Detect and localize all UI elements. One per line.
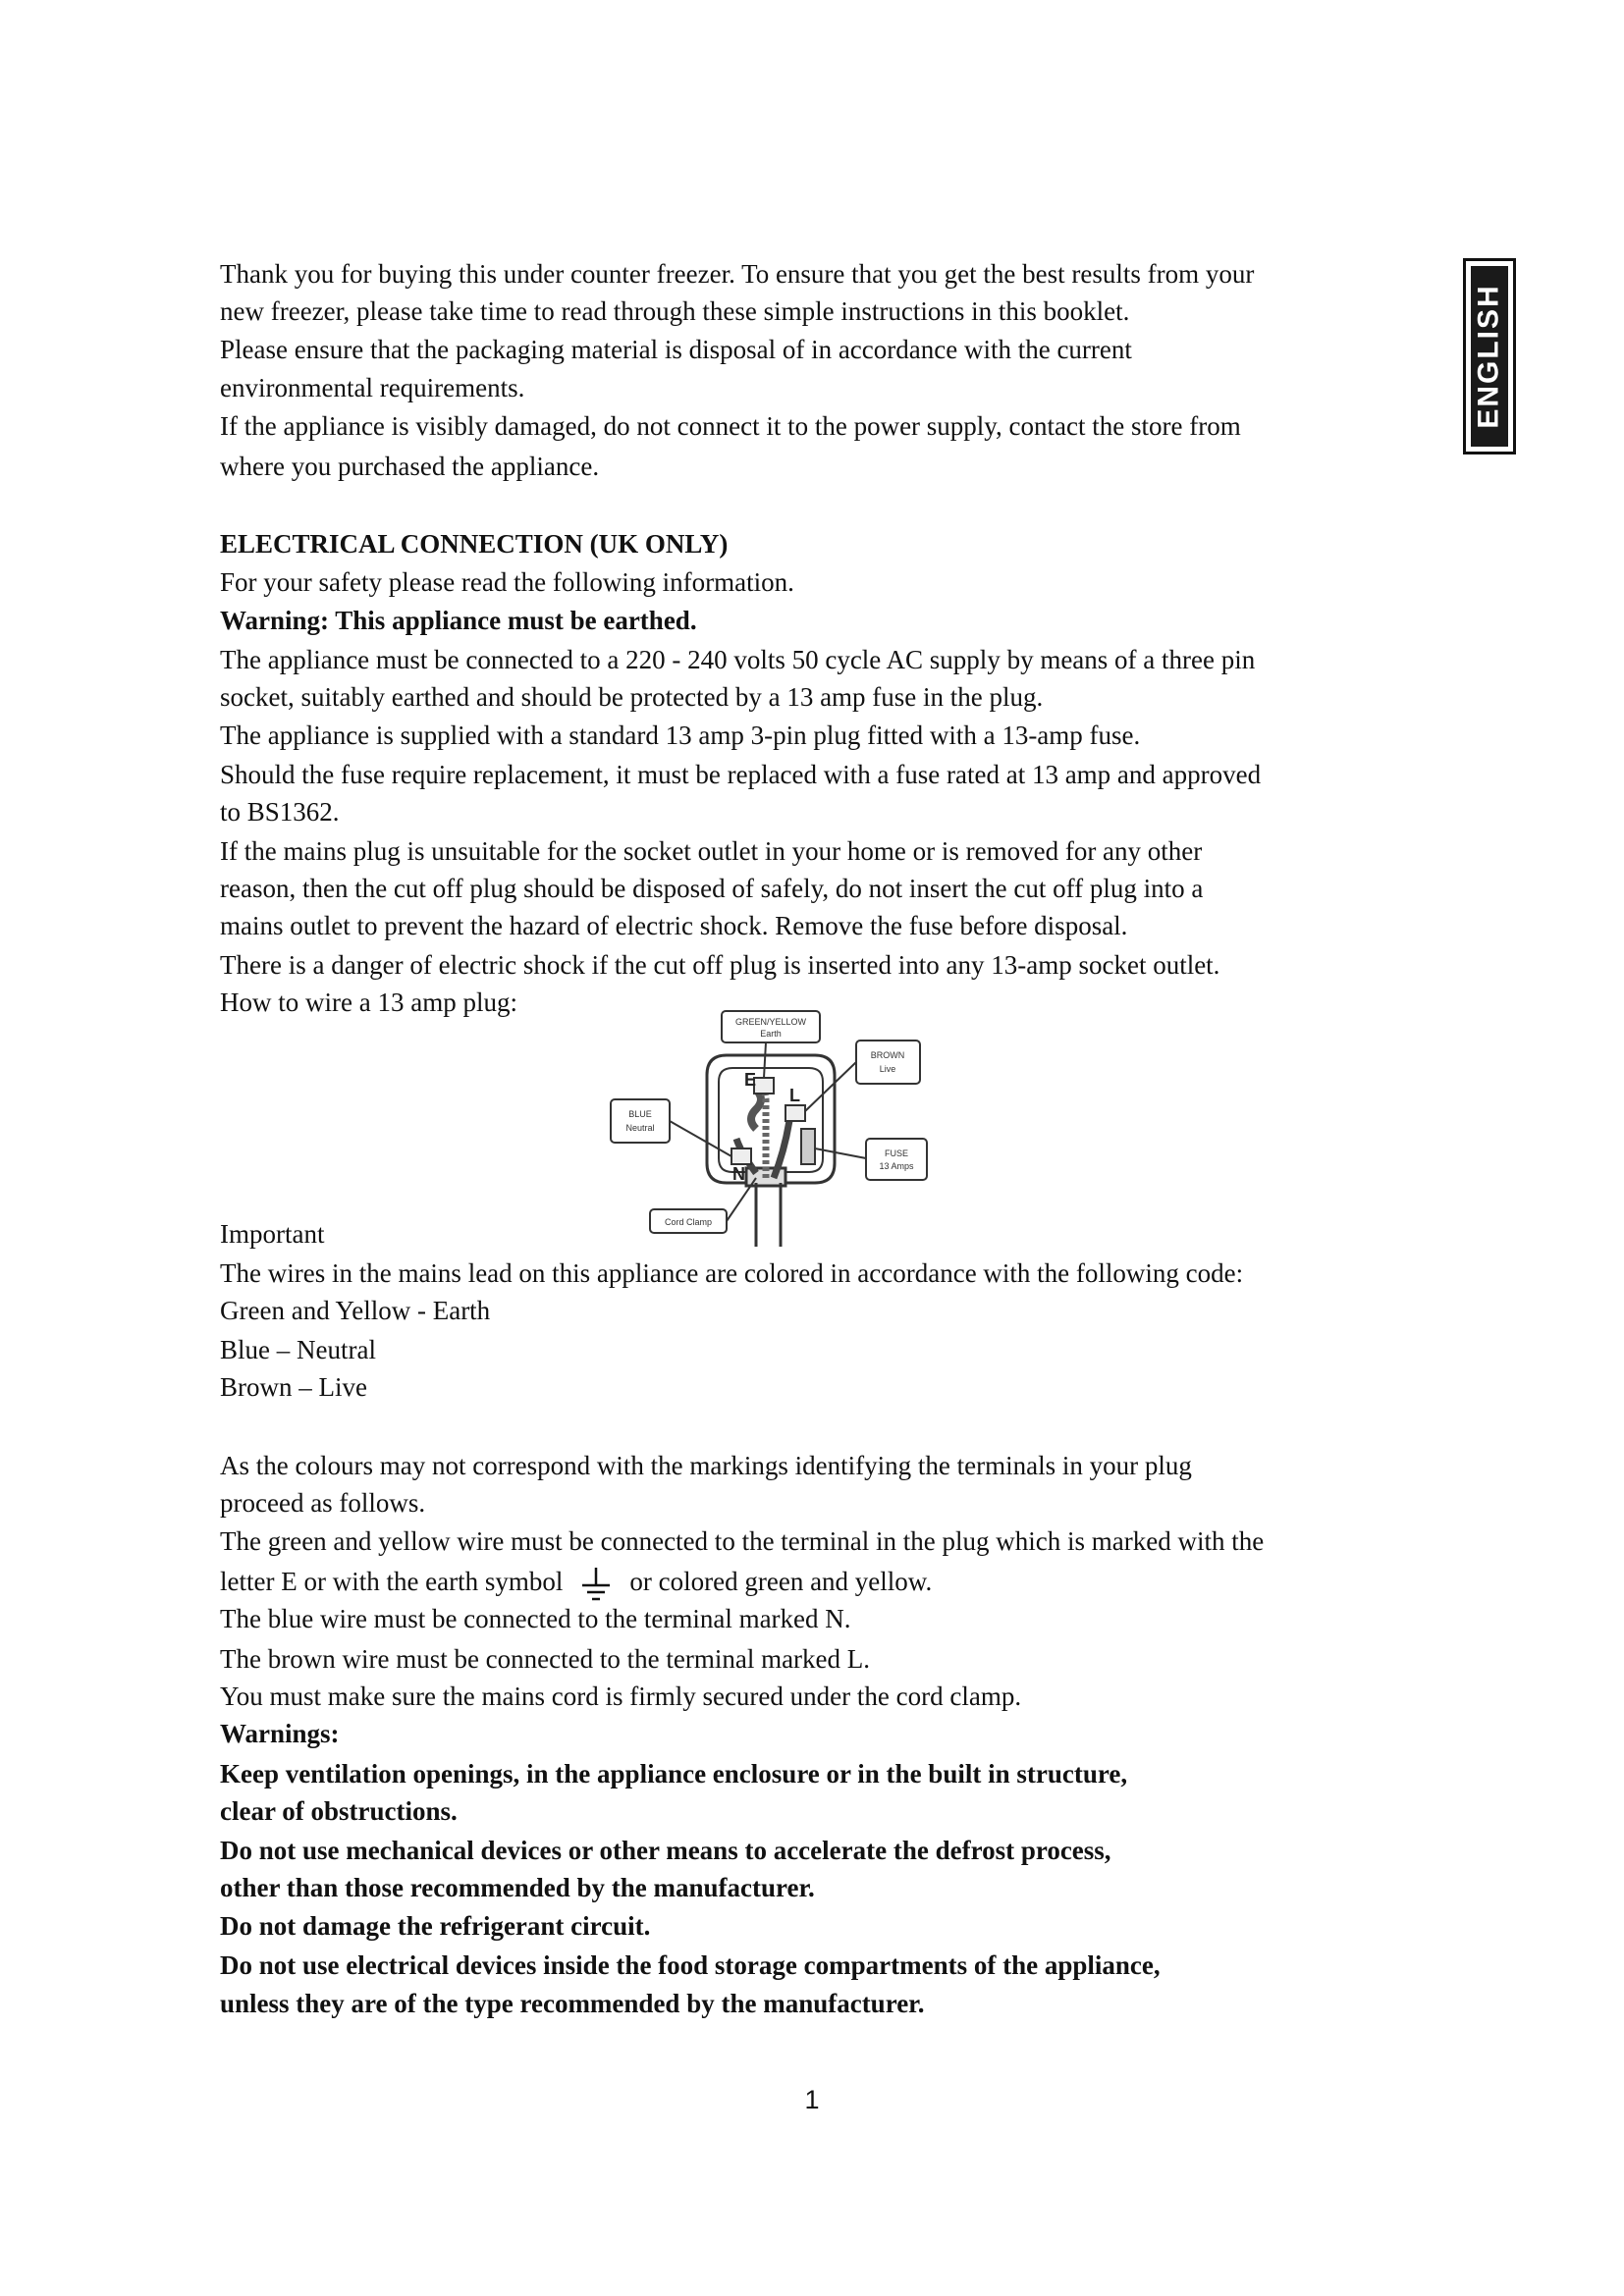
supply-line-1: The appliance must be connected to a 220 - 240 volts 50 cycle AC supply by means of a three pin (220, 645, 1256, 674)
color-code-intro: The wires in the mains lead on this appliance are colored in accordance with the following code: (220, 1258, 1244, 1288)
warning-3: Do not damage the refrigerant circuit. (220, 1911, 651, 1941)
intro-line-1: Thank you for buying this under counter freezer. To ensure that you get the best results from your (220, 259, 1255, 289)
label-neutral: Neutral (625, 1123, 655, 1133)
fuse-line-2: to BS1362. (220, 797, 340, 827)
shock-danger-line: There is a danger of electric shock if the cut off plug is inserted into any 13-amp socket outlet. (220, 950, 1220, 980)
color-neutral: Blue – Neutral (220, 1335, 376, 1364)
language-tab-fill (1471, 266, 1508, 447)
warning-1-line-2: clear of obstructions. (220, 1796, 458, 1826)
wiring-line-4 (220, 1563, 932, 1603)
unsuitable-line-1: If the mains plug is unsuitable for the socket outlet in your home or is removed for any other (220, 836, 1203, 866)
important-heading: Important (220, 1219, 325, 1249)
label-cord-clamp: Cord Clamp (664, 1217, 713, 1227)
label-earth: Earth (760, 1029, 782, 1039)
label-l: L (789, 1086, 800, 1105)
label-e: E (744, 1070, 757, 1090)
wiring-line-1: As the colours may not correspond with the markings identifying the terminals in your plug (220, 1451, 1192, 1480)
label-live: Live (879, 1064, 896, 1074)
supply-line-2: socket, suitably earthed and should be protected by a 13 amp fuse in the plug. (220, 682, 1044, 712)
warning-2-line-2: other than those recommended by the manufacturer. (220, 1873, 815, 1902)
howto-line: How to wire a 13 amp plug: (220, 988, 517, 1017)
language-tab-label: ENGLISH (1473, 284, 1506, 429)
color-earth: Green and Yellow - Earth (220, 1296, 491, 1325)
intro-line-4: environmental requirements. (220, 373, 525, 402)
language-tab (1463, 258, 1516, 454)
warning-2-line-1: Do not use mechanical devices or other means to accelerate the defrost process, (220, 1836, 1111, 1865)
wiring-line-4-post: or colored green and yellow. (629, 1567, 933, 1596)
earth-symbol-icon (576, 1566, 616, 1603)
safety-line: For your safety please read the following information. (220, 567, 794, 597)
wiring-line-2: proceed as follows. (220, 1488, 426, 1518)
wiring-line-4-pre: letter E or with the earth symbol (220, 1567, 564, 1596)
intro-line-6: where you purchased the appliance. (220, 452, 600, 481)
wiring-line-3: The green and yellow wire must be connected to the terminal in the plug which is marked with the (220, 1526, 1265, 1556)
unsuitable-line-3: mains outlet to prevent the hazard of electric shock. Remove the fuse before disposal. (220, 911, 1128, 940)
wiring-line-6: The brown wire must be connected to the terminal marked L. (220, 1644, 871, 1674)
wiring-line-5: The blue wire must be connected to the terminal marked N. (220, 1604, 851, 1633)
wiring-line-7: You must make sure the mains cord is firmly secured under the cord clamp. (220, 1682, 1022, 1711)
label-blue: BLUE (628, 1109, 652, 1119)
fuse-line-1: Should the fuse require replacement, it must be replaced with a fuse rated at 13 amp and approved (220, 760, 1262, 789)
label-green-yellow: GREEN/YELLOW (734, 1017, 807, 1027)
label-amps: 13 Amps (879, 1161, 914, 1171)
label-fuse: FUSE (884, 1148, 909, 1158)
label-brown: BROWN (870, 1050, 905, 1060)
warnings-heading: Warnings: (220, 1719, 340, 1748)
warning-4-line-2: unless they are of the type recommended by the manufacturer. (220, 1989, 925, 2018)
warning-1-line-1: Keep ventilation openings, in the appliance enclosure or in the built in structure, (220, 1759, 1128, 1789)
unsuitable-line-2: reason, then the cut off plug should be disposed of safely, do not insert the cut off plug into a (220, 874, 1204, 903)
warning-4-line-1: Do not use electrical devices inside the food storage compartments of the appliance, (220, 1950, 1161, 1980)
intro-line-5: If the appliance is visibly damaged, do not connect it to the power supply, contact the store from (220, 411, 1241, 441)
plug-wiring-diagram (609, 1001, 933, 1252)
label-n: N (732, 1164, 745, 1184)
plug-line: The appliance is supplied with a standard 13 amp 3-pin plug fitted with a 13-amp fuse. (220, 721, 1141, 750)
electrical-heading: ELECTRICAL CONNECTION (UK ONLY) (220, 529, 729, 559)
page-number: 1 (804, 2085, 820, 2114)
intro-line-3: Please ensure that the packaging material is disposal of in accordance with the current (220, 335, 1132, 364)
earthed-warning: Warning: This appliance must be earthed. (220, 606, 697, 635)
intro-line-2: new freezer, please take time to read through these simple instructions in this booklet. (220, 296, 1130, 326)
color-live: Brown – Live (220, 1372, 367, 1402)
